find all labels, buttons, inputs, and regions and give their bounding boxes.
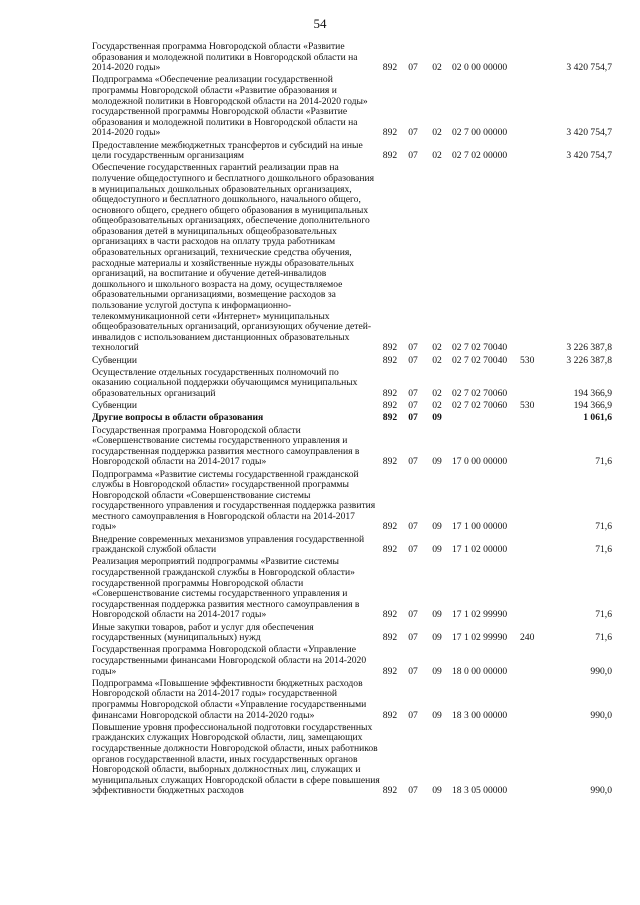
table-row bbox=[92, 368, 612, 401]
table-row bbox=[92, 426, 612, 470]
department-code: 892 bbox=[382, 387, 398, 399]
subsection-code: 02 bbox=[432, 62, 442, 74]
subsection-code: 02 bbox=[432, 387, 442, 399]
section-code: 07 bbox=[408, 150, 418, 162]
target-article-code bbox=[448, 413, 520, 425]
table-row bbox=[92, 623, 612, 646]
department-code: 892 bbox=[382, 127, 398, 139]
page-number: 54 bbox=[313, 16, 327, 31]
subsection-code: 09 bbox=[432, 544, 442, 556]
amount: 3 420 754,7 bbox=[566, 150, 612, 162]
section-code: 07 bbox=[408, 412, 418, 424]
target-article-code: 02 7 02 70040 bbox=[452, 342, 508, 354]
expense-type-code bbox=[520, 413, 546, 425]
row-description: Государственная программа Новгородской области «Совершенствование системы государственного управления и государственная поддержка развития местного самоуправления в Новгородской области на 2014-2017 годы» bbox=[92, 424, 360, 468]
section-code: 07 bbox=[408, 127, 418, 139]
section-code: 07 bbox=[408, 456, 418, 468]
table-row bbox=[92, 470, 612, 535]
department-code: 892 bbox=[382, 412, 398, 424]
target-article-code: 02 7 02 70040 bbox=[452, 354, 508, 366]
table-row bbox=[92, 645, 612, 678]
target-article-code: 02 7 02 70060 bbox=[452, 400, 508, 412]
row-description: Подпрограмма «Развитие системы государственной гражданской службы в Новгородской области» государственной программы Новгородской области «Совершенствование системы государственного управления и государственная поддержка развития местного самоуправления в Новгородской области на 2014-2017 годы» bbox=[92, 468, 376, 533]
row-description: Подпрограмма «Повышение эффективности бюджетных расходов Новгородской области на 2014-2017 годы» государственной программы Новгородской области «Управление государственными финансами Новгородской области на 2014-2020 годы» bbox=[92, 677, 367, 721]
amount: 990,0 bbox=[590, 785, 612, 797]
table-row bbox=[92, 413, 612, 425]
expense-type-code bbox=[520, 470, 546, 535]
subsection-code: 02 bbox=[432, 127, 442, 139]
department-code: 892 bbox=[382, 785, 398, 797]
row-description: Иные закупки товаров, работ и услуг для обеспечения государственных (муниципальных) нужд bbox=[92, 621, 314, 644]
expense-type-code bbox=[520, 42, 546, 75]
budget-table bbox=[92, 42, 612, 798]
subsection-code: 09 bbox=[432, 456, 442, 468]
section-code: 07 bbox=[408, 387, 418, 399]
row-description: Осуществление отдельных государственных полномочий по оказанию социальной поддержки обучающимся муниципальных образовательных организаций bbox=[92, 366, 358, 399]
expense-type-code bbox=[520, 723, 546, 799]
target-article-code: 17 1 02 99990 bbox=[452, 609, 508, 621]
row-description: Внедрение современных механизмов управления государственной гражданской службой области bbox=[92, 533, 365, 556]
target-article-code: 02 7 00 00000 bbox=[452, 127, 508, 139]
subsection-code: 09 bbox=[432, 412, 442, 424]
amount: 71,6 bbox=[595, 632, 612, 644]
section-code: 07 bbox=[408, 62, 418, 74]
expense-type-code: 240 bbox=[520, 632, 535, 644]
department-code: 892 bbox=[382, 665, 398, 677]
row-description: Реализация мероприятий подпрограммы «Развитие системы государственной гражданской службы в Новгородской области» государственной программы Новгородской области «Совершенствование системы государственного управления и государственная поддержка развития местного самоуправления в Новгородской области на 2014-2017 годы» bbox=[92, 556, 360, 621]
expense-type-code bbox=[520, 75, 546, 140]
target-article-code: 18 3 00 00000 bbox=[452, 709, 508, 721]
target-article-code: 17 1 00 00000 bbox=[452, 521, 508, 533]
table-row bbox=[92, 42, 612, 75]
target-article-code: 02 7 02 00000 bbox=[452, 150, 508, 162]
row-description: Субвенции bbox=[92, 400, 137, 412]
section-code: 07 bbox=[408, 342, 418, 354]
amount: 1 061,6 bbox=[583, 412, 612, 424]
table-row bbox=[92, 163, 612, 355]
amount: 194 366,9 bbox=[573, 400, 612, 412]
subsection-code: 09 bbox=[432, 665, 442, 677]
expense-type-code: 530 bbox=[520, 400, 535, 412]
department-code: 892 bbox=[382, 62, 398, 74]
target-article-code: 02 7 02 70060 bbox=[452, 387, 508, 399]
department-code: 892 bbox=[382, 632, 398, 644]
target-article-code: 18 0 00 00000 bbox=[452, 665, 508, 677]
subsection-code: 09 bbox=[432, 785, 442, 797]
department-code: 892 bbox=[382, 400, 398, 412]
amount: 3 420 754,7 bbox=[566, 127, 612, 139]
amount: 3 226 387,8 bbox=[566, 354, 612, 366]
table-row bbox=[92, 557, 612, 622]
row-description: Другие вопросы в области образования bbox=[92, 412, 264, 424]
amount: 71,6 bbox=[595, 521, 612, 533]
department-code: 892 bbox=[382, 354, 398, 366]
subsection-code: 09 bbox=[432, 609, 442, 621]
expense-type-code bbox=[520, 368, 546, 401]
amount: 194 366,9 bbox=[573, 387, 612, 399]
section-code: 07 bbox=[408, 400, 418, 412]
amount: 3 420 754,7 bbox=[566, 62, 612, 74]
section-code: 07 bbox=[408, 544, 418, 556]
target-article-code: 17 0 00 00000 bbox=[452, 456, 508, 468]
section-code: 07 bbox=[408, 709, 418, 721]
department-code: 892 bbox=[382, 150, 398, 162]
target-article-code: 17 1 02 00000 bbox=[452, 544, 508, 556]
subsection-code: 02 bbox=[432, 150, 442, 162]
department-code: 892 bbox=[382, 342, 398, 354]
subsection-code: 09 bbox=[432, 632, 442, 644]
section-code: 07 bbox=[408, 785, 418, 797]
department-code: 892 bbox=[382, 521, 398, 533]
target-article-code: 17 1 02 99990 bbox=[452, 632, 508, 644]
table-row bbox=[92, 75, 612, 140]
department-code: 892 bbox=[382, 709, 398, 721]
section-code: 07 bbox=[408, 521, 418, 533]
target-article-code: 02 0 00 00000 bbox=[452, 62, 508, 74]
table-row bbox=[92, 535, 612, 558]
expense-type-code: 530 bbox=[520, 354, 535, 366]
section-code: 07 bbox=[408, 609, 418, 621]
table-row bbox=[92, 723, 612, 799]
section-code: 07 bbox=[408, 665, 418, 677]
expense-type-code bbox=[520, 426, 546, 470]
budget-table-body bbox=[92, 42, 612, 798]
section-code: 07 bbox=[408, 632, 418, 644]
amount: 3 226 387,8 bbox=[566, 342, 612, 354]
amount: 990,0 bbox=[590, 665, 612, 677]
amount: 990,0 bbox=[590, 709, 612, 721]
table-row bbox=[92, 141, 612, 164]
amount: 71,6 bbox=[595, 456, 612, 468]
table-row bbox=[92, 679, 612, 723]
row-description: Государственная программа Новгородской области «Развитие образования и молодежной политики в Новгородской области на 2014-2020 годы» bbox=[92, 41, 358, 74]
expense-type-code bbox=[520, 535, 546, 558]
expense-type-code bbox=[520, 557, 546, 622]
row-description: Субвенции bbox=[92, 354, 137, 366]
row-description: Предоставление межбюджетных трансфертов и субсидий на иные цели государственным организациям bbox=[92, 139, 363, 162]
subsection-code: 09 bbox=[432, 521, 442, 533]
department-code: 892 bbox=[382, 544, 398, 556]
row-description: Обеспечение государственных гарантий реализации прав на получение общедоступного и бесплатного дошкольного образования в муниципальных дошкольных образовательных организациях, общедоступного и бесплатного дошкольного, начального общего, основного общего, среднего общего образования в муниципальных общеобразовательных организациях, обеспечение дополнительного образования детей в муниципальных общеобразовательных организациях в части расходов на оплату труда работникам образовательных организаций, технические средства обучения, расходные материалы и хозяйственные нужды образовательных организаций, на воспитание и обучение детей-инвалидов дошкольного и школьного возраста на дому, осуществляемое образовательными организациями, возмещение расходов за пользование услугой доступа к информационно-телекоммуникационной сети «Интернет» муниципальных общеобразовательных организаций, организующих обучение детей-инвалидов с использованием дистанционных образовательных технологий bbox=[92, 162, 375, 354]
subsection-code: 02 bbox=[432, 342, 442, 354]
expense-type-code bbox=[520, 645, 546, 678]
amount: 71,6 bbox=[595, 609, 612, 621]
department-code: 892 bbox=[382, 609, 398, 621]
amount: 71,6 bbox=[595, 544, 612, 556]
target-article-code: 18 3 05 00000 bbox=[452, 785, 508, 797]
subsection-code: 02 bbox=[432, 400, 442, 412]
expense-type-code bbox=[520, 141, 546, 164]
row-description: Государственная программа Новгородской области «Управление государственными финансами Новгородской области на 2014-2020 годы» bbox=[92, 644, 367, 677]
expense-type-code bbox=[520, 679, 546, 723]
section-code: 07 bbox=[408, 354, 418, 366]
subsection-code: 09 bbox=[432, 709, 442, 721]
table-row bbox=[92, 356, 612, 368]
department-code: 892 bbox=[382, 456, 398, 468]
subsection-code: 02 bbox=[432, 354, 442, 366]
expense-type-code bbox=[520, 163, 546, 355]
row-description: Подпрограмма «Обеспечение реализации государственной программы Новгородской области «Развитие образования и молодежной политики в Новгородской области на 2014-2020 годы» государственной программы Новгородской области «Развитие образования и молодежной политики в Новгородской области на 2014-2020 годы» bbox=[92, 74, 368, 139]
row-description: Повышение уровня профессиональной подготовки государственных гражданских служащих Новгородской области, лиц, замещающих государственные должности Новгородской области, иных работников органов государственной власти, иных государственных органов Новгородской области, выборных должностных лиц, служащих и муниципальных служащих Новгородской области в сфере повышения эффективности бюджетных расходов bbox=[92, 721, 380, 797]
